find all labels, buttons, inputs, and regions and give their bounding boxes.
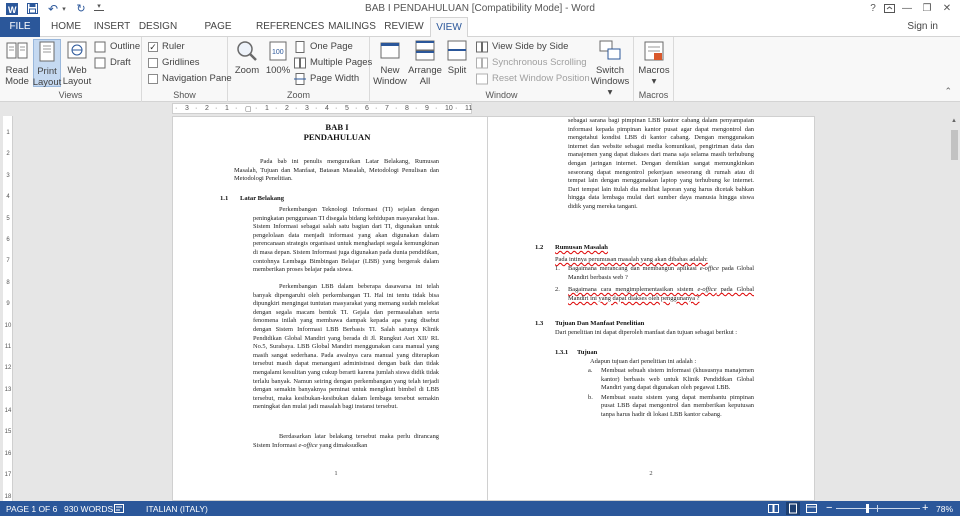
zoom-label: Zoom (234, 65, 260, 76)
restore-icon[interactable]: ❐ (922, 3, 932, 14)
vertical-ruler-tick: 6 (6, 236, 10, 243)
ruler-tick: · (315, 105, 318, 112)
ruler-tick: · (195, 105, 198, 112)
vertical-ruler-tick: 1 (6, 130, 10, 136)
zoom-100-icon (266, 39, 290, 63)
section-131-number: 1.3.1 (555, 349, 569, 356)
group-show (142, 37, 232, 102)
chapter-title: PENDAHULUAN (303, 132, 371, 142)
web-layout-label-1: Web (67, 65, 87, 76)
ruler-area (0, 102, 960, 116)
arrange-all-button[interactable] (408, 39, 442, 87)
new-window-button[interactable] (373, 39, 407, 87)
section-12-number: 1.2 (535, 244, 544, 251)
outline-label: Outline (110, 41, 141, 52)
vertical-ruler-tick: 16 (4, 450, 12, 457)
switch-windows-label-2: Windows ▾ (590, 76, 630, 98)
ruler-tick: · (455, 105, 458, 112)
tujuan-item-a (588, 367, 754, 393)
reset-window-position-button[interactable] (476, 71, 590, 86)
views-group-label: Views (58, 90, 83, 100)
draft-icon (94, 57, 106, 69)
navigation-pane-label: Navigation Pane (162, 73, 232, 84)
section-12-title: Rumusan Masalah (555, 244, 608, 251)
ruler-tick: ▢ (245, 106, 252, 113)
tab-mailings[interactable]: MAILINGS (328, 21, 376, 32)
view-side-by-side-label: View Side by Side (492, 41, 569, 52)
reset-position-icon (476, 73, 488, 85)
arrange-all-icon (413, 39, 437, 63)
document-area[interactable] (14, 116, 960, 501)
read-mode-label-2: Mode (5, 76, 29, 87)
split-icon (445, 39, 469, 63)
one-page-label: One Page (310, 41, 353, 52)
vertical-ruler-tick: 18 (4, 493, 12, 500)
tab-view[interactable]: VIEW (430, 17, 468, 38)
one-page-icon (294, 41, 306, 53)
customize-qat-icon[interactable]: ▾ (94, 2, 104, 11)
group-macros (634, 37, 674, 102)
scrollbar-thumb[interactable] (951, 130, 958, 160)
tab-insert[interactable]: INSERT (93, 21, 131, 32)
tab-references[interactable]: REFERENCES (256, 21, 325, 32)
section-number: 1.1 (220, 195, 229, 202)
tujuan-item-b-letter: b. (588, 393, 593, 401)
ruler-tick: · (375, 105, 378, 112)
split-button[interactable] (444, 39, 470, 76)
macros-label: Macros (638, 65, 670, 76)
svg-text:W: W (8, 4, 17, 15)
navigation-pane-box (148, 74, 158, 84)
para3-eoffice: e-office (298, 441, 318, 449)
read-mode-label-1: Read (5, 65, 29, 76)
draft-label: Draft (110, 57, 131, 68)
section-131-title: Tujuan (577, 349, 598, 356)
ruler-tick: 1 (225, 105, 229, 112)
redo-icon[interactable]: ↻ (76, 3, 86, 15)
ruler-tick: · (215, 105, 218, 112)
page-1[interactable] (172, 116, 500, 501)
scroll-up-icon[interactable]: ▲ (951, 118, 957, 124)
zoom-100-button[interactable] (264, 39, 292, 76)
ruler-tick: · (355, 105, 358, 112)
macros-dropdown-icon: ▾ (651, 76, 657, 87)
ruler-check-mark: ✓ (149, 41, 157, 52)
window-title: BAB I PENDAHULUAN [Compatibility Mode] - Word (365, 3, 595, 14)
web-layout-button[interactable] (63, 39, 91, 87)
arrange-all-label-1: Arrange (408, 65, 442, 76)
chapter-number: BAB I (325, 122, 349, 132)
language-status[interactable]: ITALIAN (ITALY) (146, 504, 208, 514)
tab-review[interactable]: REVIEW (384, 21, 424, 32)
side-by-side-icon (476, 41, 488, 53)
arrange-all-label-2: All (419, 76, 431, 87)
rumusan-item-2-em: e-office (697, 286, 717, 294)
tujuan-item-a-text: Membuat sebuah sistem informasi (khususnya manajemen kantor) berbasis web untuk Klinik Pendidikan Global Mandiri yang dapat digunakan oleh pegawai LBB. (601, 367, 754, 392)
synchronous-scrolling-button[interactable] (476, 55, 587, 70)
vertical-ruler-tick: 2 (6, 151, 10, 158)
macros-button[interactable] (637, 39, 671, 87)
draft-button[interactable] (94, 55, 131, 70)
close-icon[interactable]: ✕ (942, 3, 952, 14)
vertical-ruler-tick: 17 (4, 472, 12, 479)
ruler-tick: 10 (445, 105, 453, 112)
page-width-button[interactable] (294, 71, 359, 86)
reset-position-label: Reset Window Position (492, 73, 590, 84)
web-layout-icon (65, 39, 89, 63)
rumusan-item-2 (555, 286, 754, 303)
ruler-tick: · (175, 105, 178, 112)
ruler-label: Ruler (162, 41, 185, 52)
multiple-pages-icon (294, 57, 306, 69)
status-bar (0, 501, 960, 516)
multiple-pages-label: Multiple Pages (310, 57, 373, 68)
rumusan-item-1-text (568, 265, 754, 282)
rumusan-item-1-number: 1. (555, 265, 560, 272)
paragraph-latar-1: Perkembangan Teknologi Informasi (TI) sejalan dengan peningkatan penggunaan TI disegala bidang kehidupan masyarakat luas. Sistem Informasi sebagai salah satu bagian dari TI, digunakan untuk pengelolaan data menjadi informasi yang akan digunakan dalam perencanaan strategis organisasi untuk menghadapi segala kemungkinan di masa depan. Sistem Informasi juga digunakan pada dunia pendidikan, contohnya Lembaga Bimbingan Belajar (LBB) yang bergerak dalam memberikan proses belajar pada siswa. (253, 206, 439, 274)
zoom-out-button[interactable]: − (826, 502, 833, 514)
vertical-ruler-tick: 10 (4, 322, 12, 329)
ruler-checkbox[interactable] (148, 39, 185, 54)
ruler-tick: 5 (345, 105, 349, 112)
vertical-scrollbar[interactable] (949, 116, 960, 501)
group-views (0, 37, 142, 102)
gridlines-label: Gridlines (162, 57, 200, 68)
gridlines-checkbox[interactable] (148, 55, 200, 70)
ruler-tick: 2 (285, 105, 289, 112)
print-layout-icon (35, 40, 59, 64)
ruler-tick: 1 (265, 105, 269, 112)
macros-group-label: Macros (638, 90, 669, 100)
ruler-tick: · (235, 105, 238, 112)
multiple-pages-button[interactable] (294, 55, 372, 70)
web-layout-label-2: Layout (62, 76, 92, 87)
rumusan-list (555, 265, 754, 303)
show-group-label: Show (173, 90, 196, 100)
print-layout-button[interactable] (33, 39, 61, 87)
section-13-intro: Dari penelitian ini dapat diperoleh manfaat dan tujuan sebagai berikut : (555, 329, 738, 336)
vertical-ruler-tick: 4 (6, 194, 10, 201)
undo-icon[interactable]: ↶ (47, 1, 59, 16)
sync-scrolling-icon (476, 57, 488, 69)
page-2[interactable] (487, 116, 815, 501)
rumusan-item-1 (555, 265, 754, 282)
zoom-slider-thumb[interactable] (866, 504, 869, 513)
tab-file[interactable]: FILE (0, 17, 40, 37)
section-13-title: Tujuan Dan Manfaat Penelitian (555, 320, 645, 327)
section-12-intro: Pada intinya perumusan masalah yang akan dibahas adalah: (555, 256, 708, 263)
vertical-ruler-tick: 7 (6, 258, 10, 265)
ruler-tick: 11 (465, 105, 473, 112)
new-window-label-1: New (380, 65, 400, 76)
outline-icon (94, 41, 106, 53)
rumusan-item-1-em: e-office (699, 265, 719, 272)
window-group-label: Window (485, 90, 518, 100)
new-window-label-2: Window (373, 76, 407, 87)
gridlines-box (148, 58, 158, 68)
vertical-ruler-tick: 15 (4, 429, 12, 436)
ruler-tick: · (255, 105, 258, 112)
zoom-level[interactable]: 78% (936, 504, 954, 514)
rumusan-item-1-text-b: pada Global Mandiri berbasis web ? (568, 265, 754, 281)
horizontal-ruler[interactable] (172, 103, 472, 114)
ribbon-display-options-icon[interactable] (880, 1, 898, 16)
ruler-tick: · (435, 105, 438, 112)
ruler-tick: · (395, 105, 398, 112)
ruler-tick: · (295, 105, 298, 112)
proofing-icon[interactable] (114, 504, 124, 515)
group-zoom (228, 37, 373, 102)
ruler-tick: · (335, 105, 338, 112)
title-bar (0, 0, 960, 17)
tab-design[interactable]: DESIGN (138, 21, 178, 32)
ruler-tick: 6 (365, 105, 369, 112)
rumusan-item-2-text-a: Bagaimana cara mengimplementasikan sistem (568, 286, 698, 294)
svg-text:100: 100 (272, 49, 284, 56)
outline-button[interactable] (94, 39, 140, 54)
ruler-tick: · (415, 105, 418, 112)
page-number-1: 1 (334, 470, 338, 477)
ruler-tick: 9 (425, 105, 429, 112)
split-label: Split (447, 65, 467, 76)
zoom-100-label: 100% (265, 65, 291, 76)
vertical-ruler-tick: 11 (4, 343, 12, 350)
ribbon-tabs (0, 17, 960, 37)
word-count-status[interactable]: 930 WORDS (64, 504, 114, 514)
rumusan-item-2-number: 2. (555, 286, 560, 294)
one-page-button[interactable] (294, 39, 353, 54)
zoom-button[interactable] (232, 39, 262, 76)
section-title: Latar Belakang (240, 195, 285, 202)
help-icon[interactable]: ? (870, 3, 876, 14)
tab-home[interactable]: HOME (51, 21, 81, 32)
print-layout-label-1: Print (37, 66, 57, 77)
para3-end: yang dimaksudkan (317, 441, 368, 449)
tab-page-layout[interactable]: PAGE (204, 21, 232, 32)
intro-paragraph: Pada bab ini penulis menguraikan Latar Belakang, Rumusan Masalah, Tujuan dan Manfaat, Batasan Masalah, Metodologi Penulisan dan Metodologi Penelitian. (234, 158, 439, 183)
section-13-number: 1.3 (535, 320, 544, 327)
rumusan-item-2-text-b: pada Global Mandiri ini yang dapat diakses oleh penggunanya ? (568, 286, 754, 302)
section-131-intro: Adapun tujuan dari penelitian ini adalah : (590, 358, 697, 365)
ruler-tick: 2 (205, 105, 209, 112)
web-layout-status-icon[interactable] (806, 504, 817, 515)
switch-windows-label-1: Switch (596, 65, 624, 76)
zoom-in-button[interactable]: + (922, 502, 929, 514)
undo-dropdown-icon[interactable]: ▾ (62, 5, 66, 13)
zoom-slider-center-mark (877, 505, 878, 512)
paragraph-latar-3 (253, 433, 439, 450)
print-layout-label-2: Layout (32, 77, 62, 88)
vertical-ruler-track (3, 116, 13, 501)
vertical-ruler-tick: 8 (6, 279, 10, 286)
new-window-icon (378, 39, 402, 63)
switch-windows-icon (598, 39, 622, 63)
tujuan-item-b (588, 394, 754, 420)
ruler-tick: · (275, 105, 278, 112)
collapse-ribbon-icon[interactable]: ⌃ (944, 86, 952, 96)
page2-top-paragraph: sebagai sarana bagi pimpinan LBB kantor cabang dalam penyampaian informasi kepada pimpinan kantor pusat agar dapat mengontrol dan mengetahui kondisi LBB di kantor cabang. Dengan menggunakan internet dan website sebagai media komunikasi, pengiriman data dan manajemen yang dapat diakses dari mana saja selama masih terhubung dengan jaringan internet. Dengan demikian sangat memungkinkan seseorang dapat mengontrol pekerjaan seseorang di rumah atau di tempat lain dengan menggunakan laptop yang terhubung ke internet. Dari tempat lain itulah dia melihat laporan yang harus dicetak bahkan hingga data lembaga mulai dari sumber daya manusia hingga siswa didik yang mereka tangani. (568, 117, 754, 210)
view-side-by-side-button[interactable] (476, 39, 568, 54)
ruler-tick: 7 (385, 105, 389, 112)
ruler-tick: 4 (325, 105, 329, 112)
macros-icon (642, 39, 666, 63)
ribbon (0, 37, 960, 102)
vertical-ruler-tick: 9 (6, 301, 10, 308)
sign-in-link[interactable]: Sign in (907, 21, 938, 32)
zoom-group-label: Zoom (286, 90, 310, 100)
ruler-tick: 3 (185, 105, 189, 112)
page-width-icon (294, 73, 306, 85)
read-mode-button[interactable] (3, 39, 31, 87)
minimize-icon[interactable]: — (902, 3, 912, 14)
zoom-slider[interactable] (836, 508, 920, 509)
ruler-tick: 3 (305, 105, 309, 112)
ruler-tick: 8 (405, 105, 409, 112)
vertical-ruler-tick: 3 (6, 172, 10, 179)
tujuan-item-a-letter: a. (588, 367, 593, 374)
sync-scrolling-label: Synchronous Scrolling (492, 57, 587, 68)
tujuan-item-b-text: Membuat suatu sistem yang dapat membantu pimpinan pusat LBB dapat mengontrol dan memberikan keputusan tanpa harus hadir di lokasi LBB kantor cabang. (601, 393, 754, 418)
para3-start: Berdasarkan latar belakang tersebut maka perlu dirancang Sistem Informasi (253, 433, 439, 449)
page-width-label: Page Width (310, 73, 360, 84)
read-mode-status-icon[interactable] (768, 504, 779, 515)
vertical-ruler[interactable] (0, 116, 14, 501)
paragraph-latar-2: Perkembangan LBB dalam beberapa dasawarsa ini telah banyak dipengaruhi oleh perkembangan TI. Hal ini tentu tidak bisa dipungkiri mengingat tuntutan masyarakat yang memang sudah melekat dengan segala macam bentuk TI. Gejala dan permasalahan serta fenomena inilah yang membawa dampak kepada apa yang disebut dengan Sistem Informasi LBB Berbasis TI. Salah satunya Klinik Pendidikan Global Mandiri yang berada di Jl. Rungkut Asri XII/ RL No.5, Surabaya. LBB Global Mandiri menggunakan cara manual yang masih sangat sederhana. Pada awalnya cara manual yang diterapkan tersebut masih dapat menangani administrasi dengan baik dan tidak mengalami kesulitan yang cukup berarti karena jumlah siswa didik tidak terlalu banyak. Namun seiring dengan perkembangan yang telah terjadi dengan semakin banyaknya peminat untuk mengikuti bimbel di LBB tersebut, maka kesibukan-kesibukan dalam lembaga tersebut semakin meningkat dan mulai jadi masalah bagi instansi tersebut. (253, 283, 439, 411)
vertical-ruler-tick: 13 (4, 386, 12, 393)
page-number-2: 2 (649, 470, 653, 477)
vertical-ruler-tick: 12 (4, 365, 12, 372)
magnifier-icon (235, 39, 259, 63)
read-mode-icon (5, 39, 29, 63)
tujuan-list (588, 367, 754, 420)
rumusan-item-1-text-a: Bagaimana merancang dan membangun aplikasi (568, 265, 700, 272)
vertical-ruler-tick: 14 (4, 408, 12, 415)
navigation-pane-checkbox[interactable] (148, 71, 232, 86)
print-layout-status-icon[interactable] (786, 502, 800, 515)
group-window (370, 37, 634, 102)
vertical-ruler-tick: 5 (6, 215, 10, 222)
page-count-status[interactable]: PAGE 1 OF 6 (6, 504, 58, 514)
rumusan-item-2-text (568, 286, 754, 303)
